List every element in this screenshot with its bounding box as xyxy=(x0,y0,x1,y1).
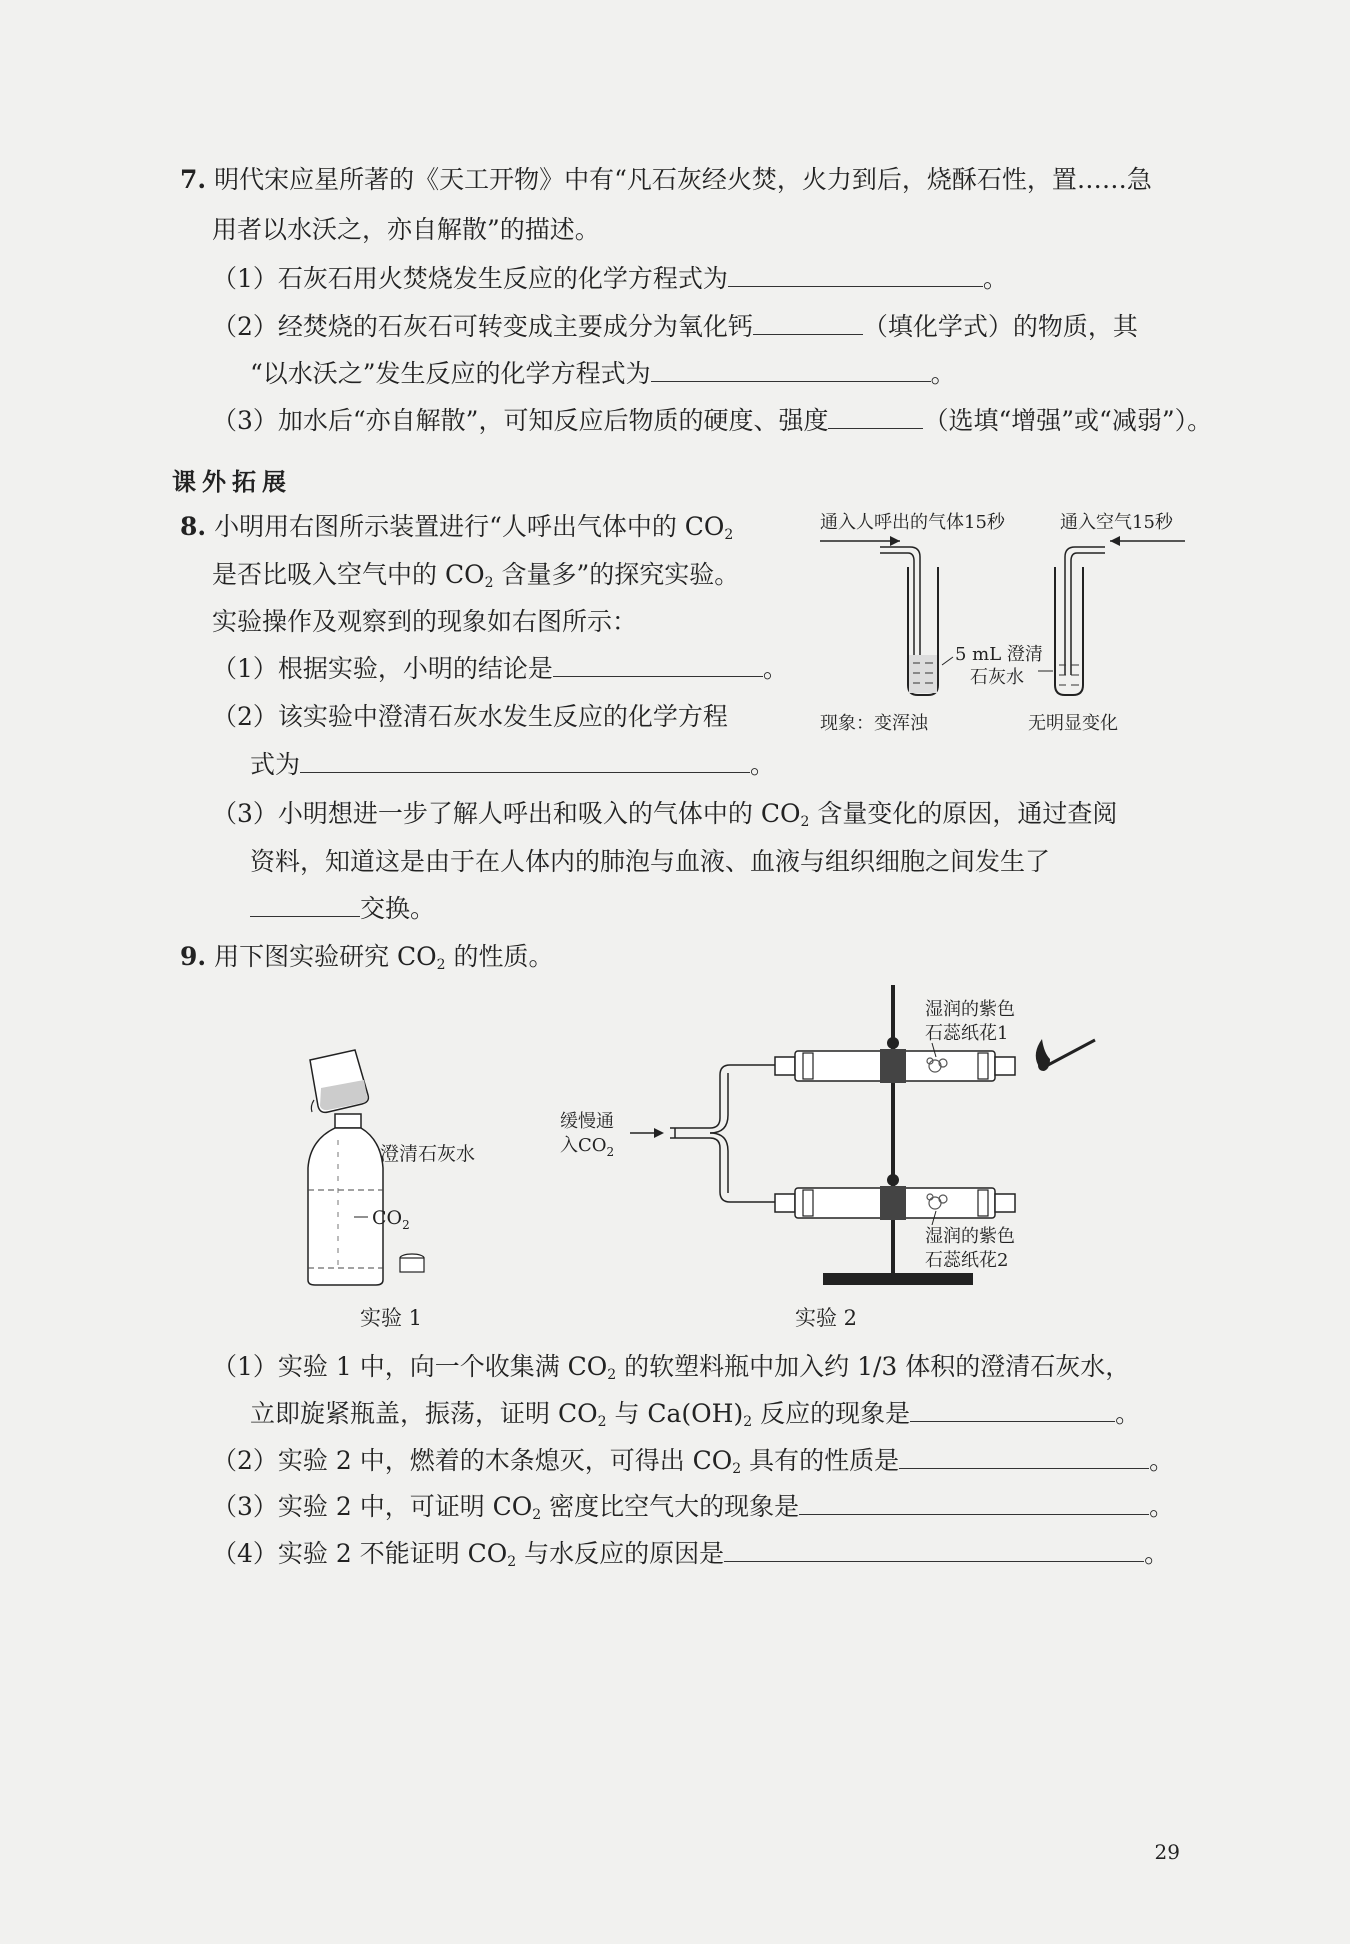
q9-part2-mid: 具有的性质是 xyxy=(741,1446,900,1475)
q7-part2a-end: （填化学式）的物质，其 xyxy=(862,312,1138,341)
q9-part1a-end: 的软塑料瓶中加入约 1/3 体积的澄清石灰水， xyxy=(616,1352,1131,1381)
beaker xyxy=(310,1050,368,1112)
q8-stem-line3: 实验操作及观察到的现象如右图所示： xyxy=(212,607,638,636)
q7-part3 xyxy=(212,404,1212,438)
q7-part2a-text: （2）经焚烧的石灰石可转变成主要成分为氧化钙 xyxy=(212,312,753,341)
q9-part1b-text: 立即旋紧瓶盖，振荡，证明 CO xyxy=(250,1399,598,1428)
q8-part1-blank[interactable] xyxy=(553,652,763,677)
q9-part4-mid: 与水反应的原因是 xyxy=(516,1539,725,1568)
q9-part4-end: 。 xyxy=(1144,1539,1170,1568)
co2-inlet-pipe xyxy=(670,1065,775,1202)
q9-part1a-text: （1）实验 1 中，向一个收集满 CO xyxy=(212,1352,608,1381)
label-co2-inlet2 xyxy=(560,1135,614,1159)
q9-part1a-sub: 2 xyxy=(607,1367,617,1383)
experiment1-caption: 实验 1 xyxy=(360,1306,423,1330)
label-co2-inlet2-text: 入CO xyxy=(560,1135,607,1156)
q8-label-limewater1: 5 mL 澄清 xyxy=(955,644,1043,665)
q7-part1-end: 。 xyxy=(982,264,1008,293)
q9-part1b xyxy=(250,1397,1140,1439)
q7-stem-line2: 用者以水沃之，亦自解散”的描述。 xyxy=(212,215,600,244)
q8-part2b xyxy=(250,748,775,782)
bottle-cap xyxy=(400,1254,424,1272)
q8-label-exhaled: 通入人呼出的气体15秒 xyxy=(820,512,1005,533)
q8-part3a xyxy=(212,797,1117,839)
burning-wood-stick-icon xyxy=(1036,1039,1095,1071)
q9-part3-mid: 密度比空气大的现象是 xyxy=(541,1492,800,1521)
q8-part3a-text: （3）小明想进一步了解人呼出和吸入的气体中的 CO xyxy=(212,799,801,828)
q9-stem xyxy=(180,940,554,982)
q8-stem2-text: 是否比吸入空气中的 CO xyxy=(212,560,485,589)
q9-part2 xyxy=(212,1444,1174,1486)
q8-part3c-end: 交换。 xyxy=(360,894,436,923)
q7-part2b xyxy=(250,357,956,391)
page-number: 29 xyxy=(1154,1840,1180,1864)
label-flower1-b: 石蕊纸花1 xyxy=(925,1023,1009,1044)
q7-part1-text: （1）石灰石用火焚烧发生反应的化学方程式为 xyxy=(212,264,728,293)
q7-number: 7. xyxy=(180,165,207,194)
q8-part3a-end: 含量变化的原因，通过查阅 xyxy=(809,799,1118,828)
experiment2-figure xyxy=(560,985,1100,1295)
q9-number: 9. xyxy=(180,942,207,971)
q9-part1b-sub2: 2 xyxy=(743,1414,753,1430)
q9-part2-sub: 2 xyxy=(732,1461,742,1477)
q9-stem-sub: 2 xyxy=(436,957,446,973)
q7-part3-blank[interactable] xyxy=(828,404,923,429)
label-co2-text: CO xyxy=(372,1207,403,1229)
plastic-bottle xyxy=(308,1114,383,1285)
q8-part3a-sub: 2 xyxy=(800,814,810,830)
q8-observation-right: 无明显变化 xyxy=(1028,713,1118,734)
label-co2-sub: 2 xyxy=(402,1218,410,1232)
q9-part1b-sub: 2 xyxy=(597,1414,607,1430)
q8-stem-line2 xyxy=(212,558,739,600)
q8-part3b: 资料，知道这是由于在人体内的肺泡与血液、血液与组织细胞之间发生了 xyxy=(250,847,1051,876)
q9-part4-text: （4）实验 2 不能证明 CO xyxy=(212,1539,508,1568)
q8-test-tube-figure xyxy=(810,505,1190,735)
q9-stem-end: 的性质。 xyxy=(445,942,554,971)
q9-part2-blank[interactable] xyxy=(899,1444,1149,1469)
q8-stem1-text: 小明用右图所示装置进行“人呼出气体中的 CO xyxy=(214,512,725,541)
q8-part2a: （2）该实验中澄清石灰水发生反应的化学方程 xyxy=(212,702,728,731)
q8-part2b-end: 。 xyxy=(750,750,776,779)
q8-label-limewater2: 石灰水 xyxy=(970,667,1024,688)
label-flower1-a: 湿润的紫色 xyxy=(925,999,1015,1020)
q7-part2a xyxy=(212,310,1138,344)
q7-part2-formula-blank[interactable] xyxy=(753,310,863,335)
q8-part3c xyxy=(250,892,435,926)
q9-part1b-mid: 与 Ca(OH) xyxy=(606,1399,744,1428)
q7-stem-text1: 明代宋应星所著的《天工开物》中有“凡石灰经火焚，火力到后，烧酥石性，置……急 xyxy=(214,165,1152,194)
q8-number: 8. xyxy=(180,512,207,541)
q9-part2-text: （2）实验 2 中，燃着的木条熄灭，可得出 CO xyxy=(212,1446,733,1475)
label-co2-inlet1: 缓慢通 xyxy=(560,1111,614,1132)
q9-part3-sub: 2 xyxy=(532,1507,542,1523)
q8-part3-blank[interactable] xyxy=(250,892,360,917)
q9-part3-text: （3）实验 2 中，可证明 CO xyxy=(212,1492,533,1521)
q7-stem-line1 xyxy=(180,163,1152,197)
q9-stem-text: 用下图实验研究 CO xyxy=(214,942,437,971)
q7-part1-blank[interactable] xyxy=(728,262,983,287)
label-flower2-a: 湿润的紫色 xyxy=(925,1226,1015,1247)
q9-part1a xyxy=(212,1350,1130,1392)
q9-part3-blank[interactable] xyxy=(799,1490,1149,1515)
q7-part3-text: （3）加水后“亦自解散”，可知反应后物质的硬度、强度 xyxy=(212,406,829,435)
label-co2 xyxy=(372,1207,410,1232)
q8-label-air: 通入空气15秒 xyxy=(1060,512,1173,533)
q9-part1-period: 。 xyxy=(1115,1399,1141,1428)
lower-glass-tube xyxy=(775,1174,1015,1220)
q7-part2b-text: “以水沃之”发生反应的化学方程式为 xyxy=(250,359,651,388)
q9-part3 xyxy=(212,1490,1174,1532)
q8-part1-end: 。 xyxy=(762,654,788,683)
q9-part1-blank[interactable] xyxy=(910,1397,1115,1422)
q9-part1b-end: 反应的现象是 xyxy=(752,1399,911,1428)
q8-stem2-end: 含量多”的探究实验。 xyxy=(493,560,740,589)
label-co2-inlet2-sub: 2 xyxy=(606,1145,615,1159)
q9-part2-end: 。 xyxy=(1149,1446,1175,1475)
q8-stem-line1 xyxy=(180,510,733,552)
experiment1-figure xyxy=(290,1040,480,1300)
q8-part1 xyxy=(212,652,788,686)
q8-part2-blank[interactable] xyxy=(300,748,750,773)
q9-part4 xyxy=(212,1537,1169,1579)
q8-part1-text: （1）根据实验，小明的结论是 xyxy=(212,654,553,683)
q7-part2b-end: 。 xyxy=(930,359,956,388)
q8-stem1-sub: 2 xyxy=(724,527,734,543)
label-limewater: 澄清石灰水 xyxy=(380,1143,476,1165)
experiment2-caption: 实验 2 xyxy=(795,1306,858,1330)
q8-right-tube xyxy=(1055,536,1185,695)
q8-left-tube xyxy=(820,536,938,695)
q8-stem2-sub: 2 xyxy=(484,575,494,591)
q9-part4-blank[interactable] xyxy=(724,1537,1144,1562)
q8-part2b-text: 式为 xyxy=(250,750,301,779)
q7-part3-end: （选填“增强”或“减弱”）。 xyxy=(923,406,1213,435)
q9-part3-end: 。 xyxy=(1149,1492,1175,1521)
q8-observation-left: 现象：变浑浊 xyxy=(820,713,928,734)
q9-part4-sub: 2 xyxy=(507,1554,517,1570)
q7-part1 xyxy=(212,262,1008,296)
label-flower2-b: 石蕊纸花2 xyxy=(925,1250,1009,1271)
section-title: 课外拓展 xyxy=(172,467,292,496)
q7-part2-equation-blank[interactable] xyxy=(651,357,931,382)
